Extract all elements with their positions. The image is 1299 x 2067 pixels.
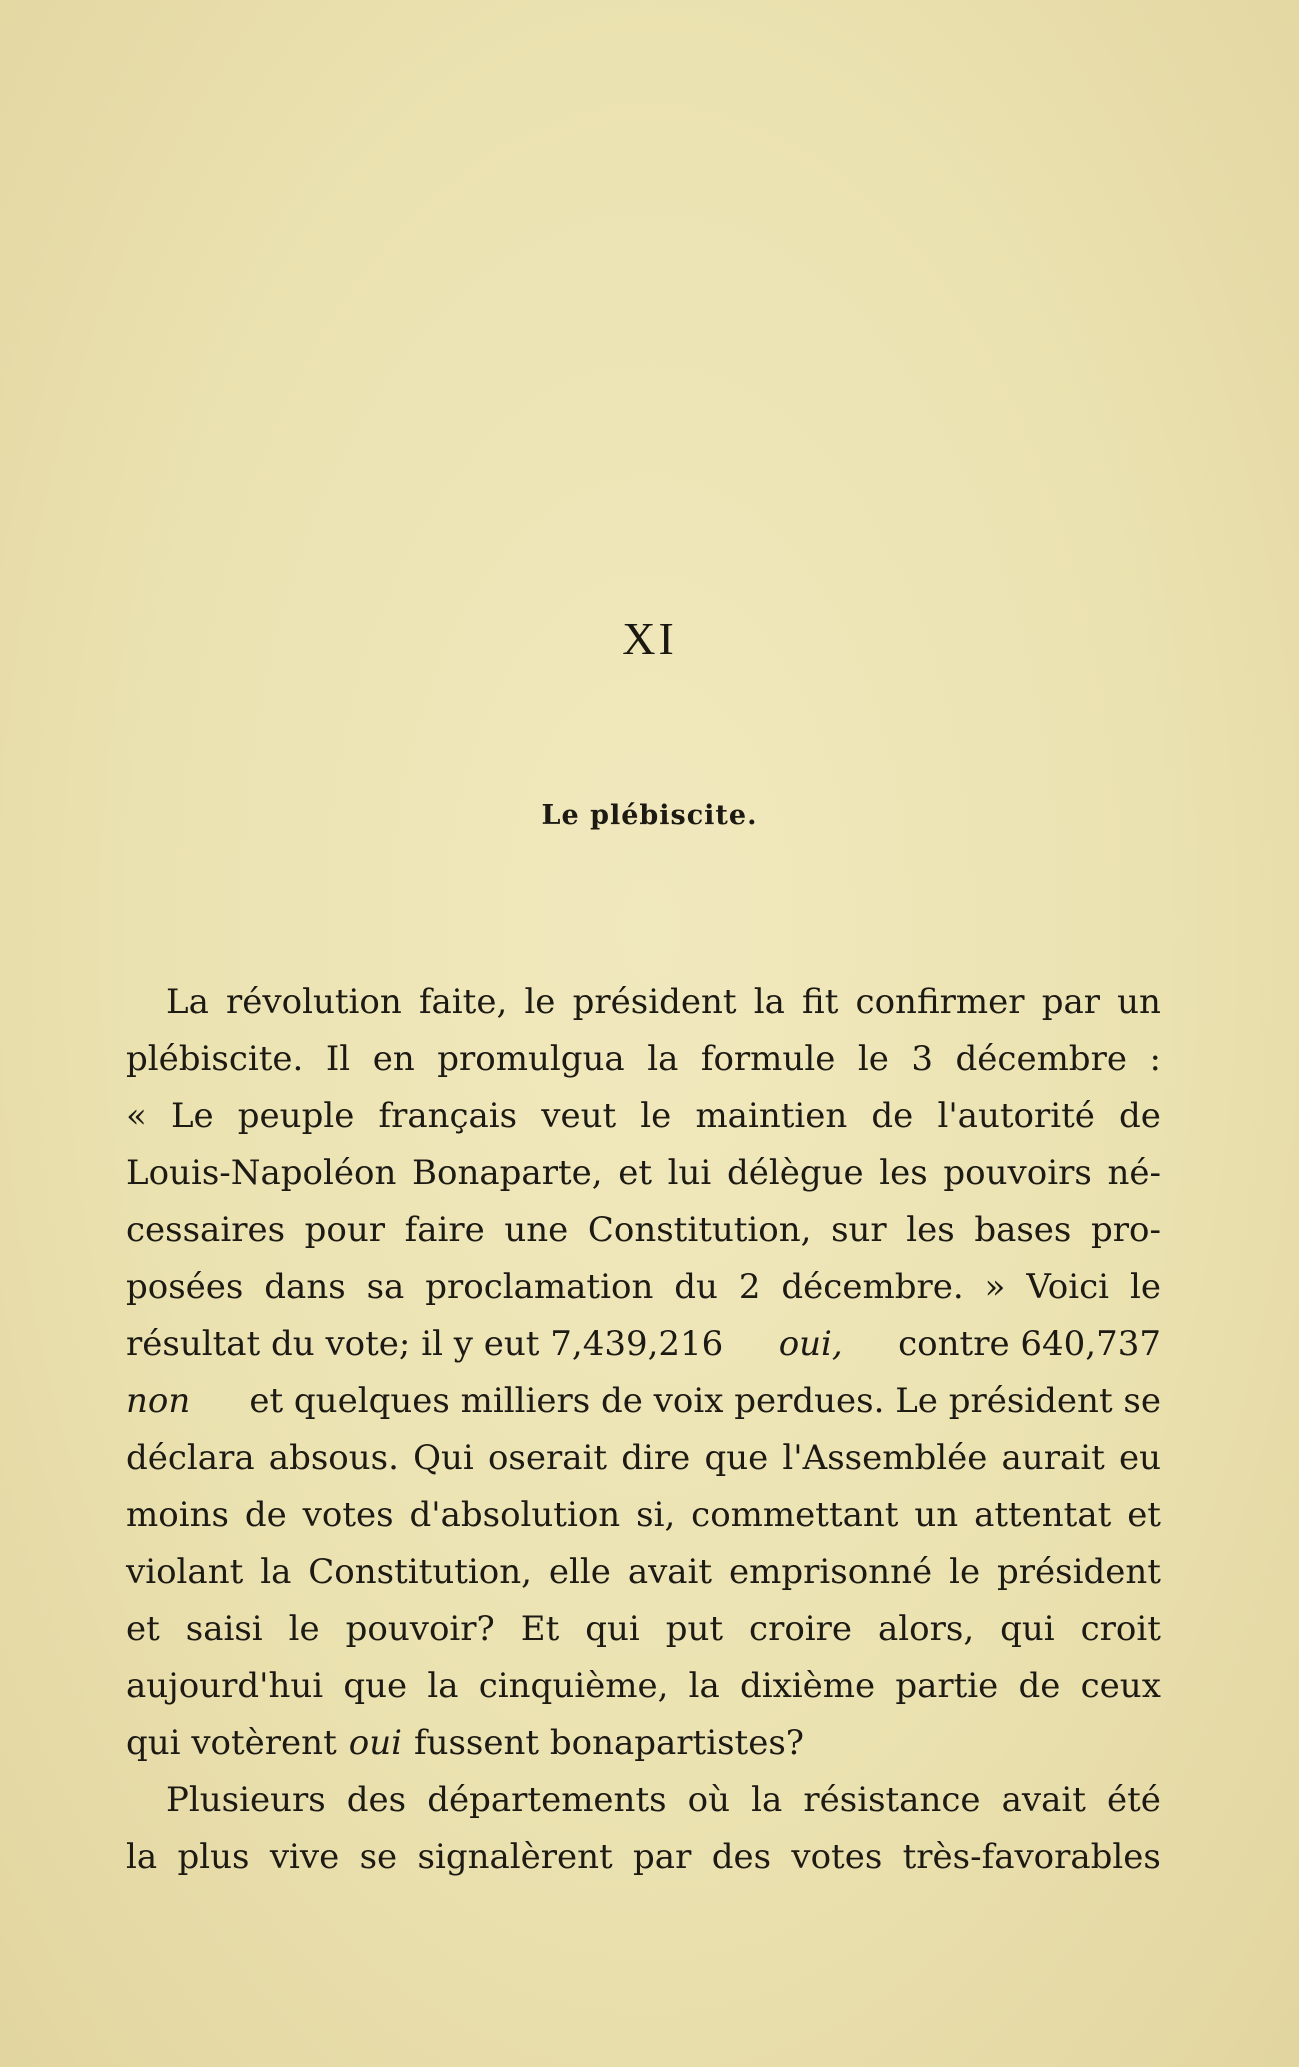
word: proclamation xyxy=(425,1267,654,1307)
word: put xyxy=(665,1609,724,1649)
word: partie xyxy=(895,1666,999,1706)
word: peuple xyxy=(237,1096,355,1136)
text-segment: résultat du vote; il y eut 7,439,216 xyxy=(126,1324,724,1364)
word: eu xyxy=(1118,1438,1161,1478)
word: saisi xyxy=(185,1609,263,1649)
word: pouvoirs xyxy=(943,1153,1092,1193)
word: le xyxy=(524,982,556,1022)
word: Bonaparte, xyxy=(412,1153,603,1193)
word: formule xyxy=(700,1039,836,1079)
word: promulgua xyxy=(437,1039,625,1079)
word: votes xyxy=(791,1837,883,1877)
word: qui xyxy=(585,1609,640,1649)
word: votes xyxy=(302,1495,394,1535)
word: avait xyxy=(627,1552,713,1592)
word: un xyxy=(1117,982,1161,1022)
word: absous. xyxy=(268,1438,399,1478)
word: maintien xyxy=(695,1096,848,1136)
word: la xyxy=(126,1837,158,1877)
word: des xyxy=(346,1780,407,1820)
text-line xyxy=(126,1145,1161,1202)
word: posées xyxy=(126,1267,244,1307)
word: se xyxy=(359,1837,398,1877)
word: faite, xyxy=(418,982,508,1022)
word: cinquième, xyxy=(478,1666,669,1706)
word: 3 xyxy=(911,1039,933,1079)
word: Constitution, xyxy=(587,1210,812,1250)
word: emprisonné xyxy=(729,1552,933,1592)
word: décembre xyxy=(955,1039,1127,1079)
word: né- xyxy=(1107,1153,1161,1193)
word: la xyxy=(688,1666,720,1706)
text-line xyxy=(126,1202,1161,1259)
word: pour xyxy=(304,1210,386,1250)
word: veut xyxy=(541,1096,617,1136)
word: ceux xyxy=(1080,1666,1161,1706)
word: du xyxy=(674,1267,718,1307)
word: délègue xyxy=(726,1153,864,1193)
word: sa xyxy=(366,1267,405,1307)
text-line xyxy=(126,1829,1161,1886)
text-line xyxy=(126,1430,1161,1487)
word: l'autorité xyxy=(937,1096,1095,1136)
text-segment: et quelques milliers de voix perdues. Le président se xyxy=(249,1381,1161,1421)
word: Qui xyxy=(413,1438,474,1478)
word: d'absolution xyxy=(409,1495,621,1535)
word: le xyxy=(640,1096,672,1136)
word: dire xyxy=(621,1438,691,1478)
word: des xyxy=(711,1837,772,1877)
word: que xyxy=(343,1666,408,1706)
text-segment: contre 640,737 xyxy=(898,1324,1161,1364)
word: fit xyxy=(802,982,839,1022)
word: elle xyxy=(548,1552,611,1592)
word: Constitution, xyxy=(308,1552,532,1592)
word: une xyxy=(504,1210,569,1250)
text-line xyxy=(126,1601,1161,1658)
word: Plusieurs xyxy=(166,1780,326,1820)
word: de xyxy=(1119,1096,1161,1136)
word: de xyxy=(244,1495,287,1535)
word: plus xyxy=(177,1837,250,1877)
word: la xyxy=(753,982,785,1022)
text-line xyxy=(126,974,1161,1031)
word: le xyxy=(949,1552,981,1592)
word: alors, xyxy=(878,1609,975,1649)
word: lui xyxy=(667,1153,712,1193)
word: attentat xyxy=(974,1495,1112,1535)
word: un xyxy=(914,1495,959,1535)
word: révolution xyxy=(226,982,402,1022)
italic-word: oui, xyxy=(778,1324,843,1364)
word: que xyxy=(704,1438,769,1478)
chapter-title: Le plébiscite. xyxy=(541,800,758,831)
text-segment: fussent bonapartistes? xyxy=(414,1723,805,1763)
word: l'Assemblée xyxy=(782,1438,988,1478)
text-line-last xyxy=(126,1715,1161,1772)
word: la xyxy=(751,1780,783,1820)
word: cessaires xyxy=(126,1210,286,1250)
italic-word: non xyxy=(126,1381,191,1421)
word: plébiscite. xyxy=(126,1039,304,1079)
word: croire xyxy=(749,1609,853,1649)
word: le xyxy=(857,1039,889,1079)
word: été xyxy=(1107,1780,1161,1820)
word: Et xyxy=(520,1609,560,1649)
word: la xyxy=(260,1552,292,1592)
word: où xyxy=(687,1780,731,1820)
word: 2 xyxy=(738,1267,761,1307)
word: président xyxy=(572,982,737,1022)
word: la xyxy=(427,1666,459,1706)
word: bases xyxy=(974,1210,1072,1250)
word: par xyxy=(633,1837,692,1877)
word: et xyxy=(618,1153,652,1193)
word: de xyxy=(1018,1666,1061,1706)
word: en xyxy=(372,1039,415,1079)
word: aujourd'hui xyxy=(126,1666,324,1706)
word: confirmer xyxy=(855,982,1025,1022)
word: vive xyxy=(269,1837,340,1877)
word: avait xyxy=(1001,1780,1086,1820)
word: faire xyxy=(404,1210,485,1250)
word: et xyxy=(126,1609,160,1649)
word: : xyxy=(1149,1039,1161,1079)
word: moins xyxy=(126,1495,229,1535)
word: Voici xyxy=(1026,1267,1110,1307)
text-line xyxy=(126,1088,1161,1145)
word: le xyxy=(1129,1267,1161,1307)
word: et xyxy=(1127,1495,1161,1535)
word: commettant xyxy=(691,1495,899,1535)
word: « xyxy=(126,1096,147,1136)
word: par xyxy=(1041,982,1100,1022)
word: résistance xyxy=(803,1780,981,1820)
word: signalèrent xyxy=(417,1837,613,1877)
text-line-vote xyxy=(126,1316,1161,1373)
word: les xyxy=(879,1153,928,1193)
word: La xyxy=(166,982,209,1022)
italic-word: oui xyxy=(348,1723,402,1763)
word: président xyxy=(997,1552,1161,1592)
word: dans xyxy=(264,1267,346,1307)
word: croit xyxy=(1080,1609,1161,1649)
text-line xyxy=(126,1544,1161,1601)
text-line xyxy=(126,1658,1161,1715)
word: les xyxy=(906,1210,955,1250)
word: déclara xyxy=(126,1438,255,1478)
word: très-favorables xyxy=(902,1837,1161,1877)
word: français xyxy=(378,1096,518,1136)
word: décembre. xyxy=(781,1267,964,1307)
text-line-non xyxy=(126,1373,1161,1430)
word: aurait xyxy=(1001,1438,1105,1478)
word: violant xyxy=(126,1552,244,1592)
text-line xyxy=(126,1772,1161,1829)
word: qui xyxy=(1000,1609,1055,1649)
word: Louis-Napoléon xyxy=(126,1153,397,1193)
word: si, xyxy=(636,1495,676,1535)
word: dixième xyxy=(739,1666,876,1706)
text-line xyxy=(126,1031,1161,1088)
word: Il xyxy=(325,1039,351,1079)
text-line xyxy=(126,1487,1161,1544)
body-text xyxy=(126,974,1161,1886)
word: de xyxy=(871,1096,914,1136)
chapter-number: XI xyxy=(622,613,677,664)
word: la xyxy=(647,1039,679,1079)
word: sur xyxy=(831,1210,887,1250)
word: départements xyxy=(427,1780,667,1820)
word: Le xyxy=(170,1096,214,1136)
word: » xyxy=(984,1267,1006,1307)
word: pouvoir? xyxy=(345,1609,495,1649)
text-line xyxy=(126,1259,1161,1316)
word: oserait xyxy=(487,1438,608,1478)
word: le xyxy=(288,1609,320,1649)
text-segment: qui votèrent xyxy=(126,1723,337,1763)
word: pro- xyxy=(1090,1210,1161,1250)
